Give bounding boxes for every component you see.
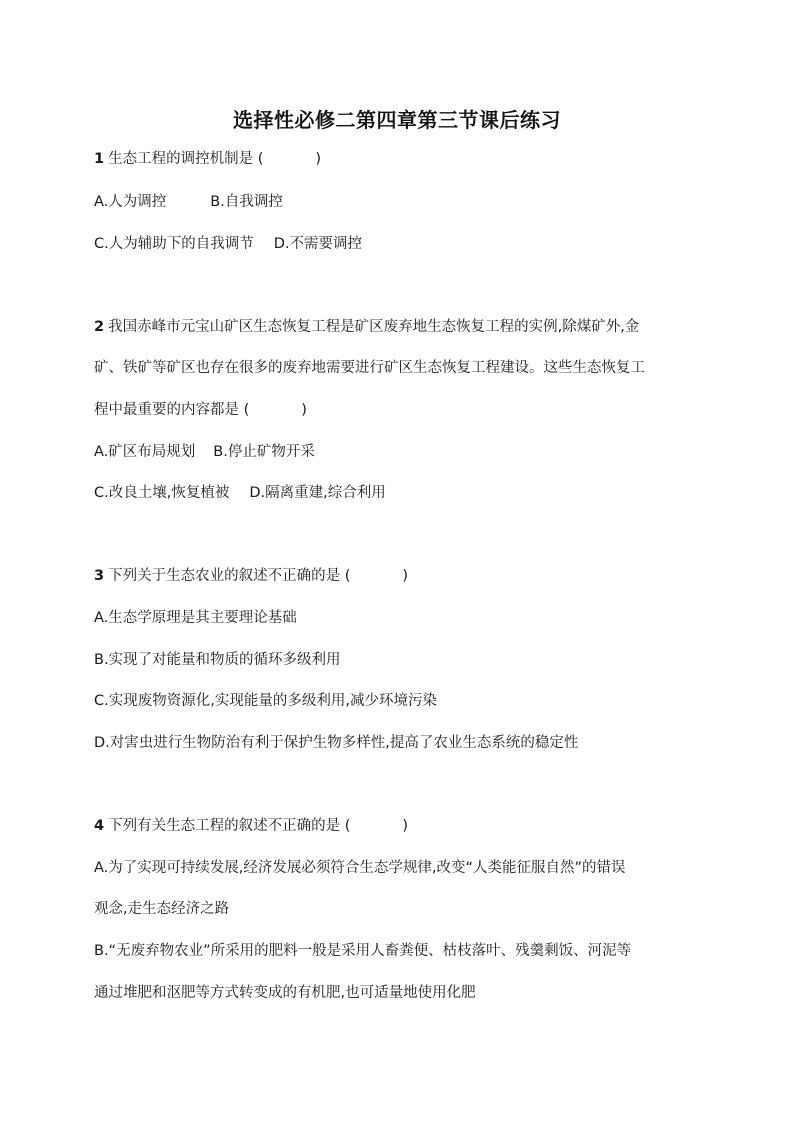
question-1-close: ) (315, 151, 322, 167)
question-2-option-c: C.改良土壤,恢复植被 (94, 485, 230, 501)
question-2-text-3: 程中最重要的内容都是 ( (94, 402, 250, 418)
question-2-number: 2 (94, 319, 105, 335)
question-2-stem-line-3 (94, 400, 706, 420)
page-title: 选择性必修二第四章第三节课后练习 (233, 108, 561, 132)
question-2-close: ) (301, 402, 307, 418)
question-1-options-row-2 (94, 234, 706, 254)
question-2-stem-line-1 (94, 317, 706, 337)
question-2-options-row-2 (94, 483, 706, 503)
question-3-close: ) (402, 568, 409, 584)
question-3-option-c: C.实现废物资源化,实现能量的多级利用,减少环境污染 (94, 693, 437, 709)
question-4-stem (94, 816, 706, 836)
question-1-option-a: A.人为调控 (94, 194, 167, 210)
question-1-option-d: D.不需要调控 (273, 236, 363, 252)
question-2-options-row-1 (94, 442, 706, 462)
question-2-text-1: 我国赤峰市元宝山矿区生态恢复工程是矿区废弃地生态恢复工程的实例,除煤矿外,金 (108, 319, 640, 335)
question-1-options-row-1 (94, 192, 706, 212)
question-4-option-a-line-1: A.为了实现可持续发展,经济发展必须符合生态学规律,改变“人类能征服自然”的错误 (94, 860, 626, 876)
question-4-text: 下列有关生态工程的叙述不正确的是 ( (108, 818, 351, 834)
question-1-number: 1 (94, 151, 105, 167)
question-3-option-b: B.实现了对能量和物质的循环多级利用 (94, 652, 341, 668)
question-2-stem-line-2: 矿、铁矿等矿区也存在很多的废弃地需要进行矿区生态恢复工程建设。这些生态恢复工 (94, 360, 645, 376)
question-4-option-a-line-2: 观念,走生态经济之路 (94, 901, 230, 917)
question-1-option-b: B.自我调控 (210, 194, 283, 210)
question-2-option-d: D.隔离重建,综合利用 (249, 485, 386, 501)
question-2-option-b: B.停止矿物开采 (213, 444, 315, 460)
question-3-text: 下列关于生态农业的叙述不正确的是 ( (108, 568, 351, 584)
question-4-close: ) (402, 818, 409, 834)
question-3-number: 3 (94, 568, 105, 584)
question-1-option-c: C.人为辅助下的自我调节 (94, 236, 254, 252)
question-1-stem (94, 149, 706, 169)
question-2-option-a: A.矿区布局规划 (94, 444, 196, 460)
question-3-option-a: A.生态学原理是其主要理论基础 (94, 610, 297, 626)
question-4-option-b-line-2: 通过堆肥和沤肥等方式转变成的有机肥,也可适量地使用化肥 (94, 985, 476, 1001)
question-4-number: 4 (94, 818, 105, 834)
question-4-option-b-line-1: B.“无废弃物农业”所采用的肥料一般是采用人畜粪便、枯枝落叶、残羹剩饭、河泥等 (94, 943, 632, 959)
question-1-text: 生态工程的调控机制是 ( (108, 151, 264, 167)
question-3-option-d: D.对害虫进行生物防治有利于保护生物多样性,提高了农业生态系统的稳定性 (94, 735, 579, 751)
question-3-stem (94, 566, 706, 586)
